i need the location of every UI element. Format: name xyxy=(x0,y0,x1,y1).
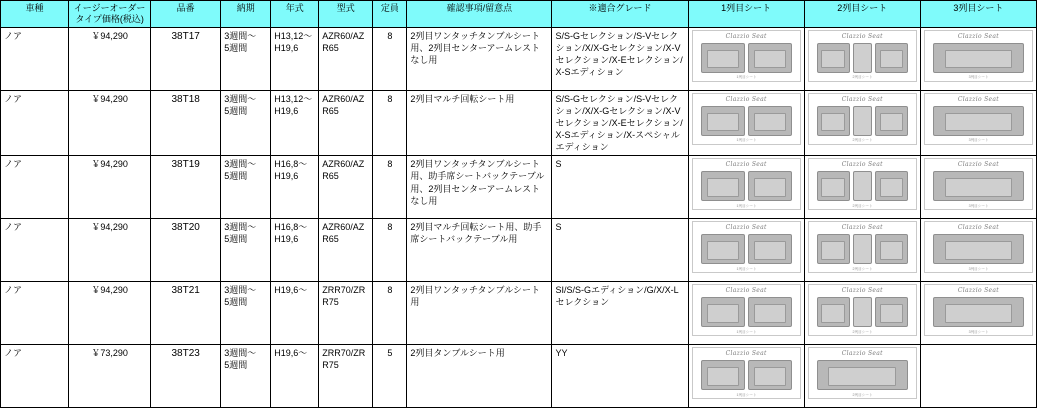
seat-pad xyxy=(875,297,908,327)
lead-time-line1: 3週間～ xyxy=(224,285,257,296)
seat-pads xyxy=(693,234,800,264)
cell-type: AZR60/AZR65 xyxy=(319,27,373,90)
cell-year xyxy=(271,345,319,408)
watermark-text: Clazzio Seat xyxy=(841,32,883,40)
cell-type: AZR60/AZR65 xyxy=(319,156,373,219)
seat-caption: 2列目シート xyxy=(852,137,873,142)
cell-notes: 2列目タンブルシート用 xyxy=(407,345,552,408)
seat-pads xyxy=(809,43,916,73)
lead-time-line1: 3週間～ xyxy=(224,159,257,170)
year-line1: H13,12～ xyxy=(274,30,313,41)
year-line1: H13,12～ xyxy=(274,93,313,104)
seat-pad xyxy=(748,106,792,136)
cell-year xyxy=(271,282,319,345)
cell-price: ￥94,290 xyxy=(69,90,151,156)
column-header-notes: 確認事項/留意点 xyxy=(407,1,552,28)
seat-pad xyxy=(875,106,908,136)
cell-grade: S/S-Gセレクション/S-Vセレクション/X/X-Gセレクション/X-Vセレクション/X-Eセレクション/X-Sエディション/X-スペシャルエディション xyxy=(552,90,688,156)
table-header-row xyxy=(1,1,1037,28)
cell-notes: 2列目ワンタッチタンブルシート用、2列目センターアームレストなし用 xyxy=(407,27,552,90)
seat-caption: 1列目シート xyxy=(736,266,757,271)
column-header-seat-row3: 3列目シート xyxy=(920,1,1036,28)
lead-time-line1: 3週間～ xyxy=(224,93,257,104)
seat-pads xyxy=(809,171,916,201)
year-line2: H19,6 xyxy=(274,234,299,245)
seat-diagram-row2 xyxy=(808,221,917,273)
watermark-text: Clazzio Seat xyxy=(957,95,999,103)
seat-pad xyxy=(748,171,792,201)
cell-seat-row2-image xyxy=(804,219,920,282)
lead-time-line2: 5週間 xyxy=(224,234,248,245)
seat-pads xyxy=(925,297,1032,327)
column-header-seat-row1: 1列目シート xyxy=(688,1,804,28)
cell-seat-row3-image xyxy=(920,156,1036,219)
cell-part-number: 38T17 xyxy=(151,27,221,90)
seat-caption: 2列目シート xyxy=(852,329,873,334)
cell-seat-row2-image xyxy=(804,90,920,156)
column-header-grade: ※適合グレード xyxy=(552,1,688,28)
table-row xyxy=(1,156,1037,219)
seat-pads xyxy=(693,106,800,136)
seat-pad xyxy=(748,360,792,390)
cell-model: ノア xyxy=(1,282,69,345)
seat-pad xyxy=(817,106,850,136)
cell-price: ￥94,290 xyxy=(69,27,151,90)
lead-time-line2: 5週間 xyxy=(224,297,248,308)
watermark-text: Clazzio Seat xyxy=(841,287,883,295)
seat-pads xyxy=(925,171,1032,201)
year-line1: H19,6～ xyxy=(274,285,308,296)
seat-pad xyxy=(853,43,872,73)
cell-type: ZRR70/ZRR75 xyxy=(319,345,373,408)
seat-caption: 2列目シート xyxy=(852,392,873,397)
cell-seat-row1-image xyxy=(688,345,804,408)
seat-pad xyxy=(933,171,1024,201)
column-header-seat-row2: 2列目シート xyxy=(804,1,920,28)
cell-capacity: 8 xyxy=(373,156,407,219)
year-line1: H16,8～ xyxy=(274,222,308,233)
cell-type: AZR60/AZR65 xyxy=(319,219,373,282)
cell-seat-row3-image xyxy=(920,219,1036,282)
lead-time-line2: 5週間 xyxy=(224,42,248,53)
seat-caption: 1列目シート xyxy=(736,329,757,334)
table-row xyxy=(1,345,1037,408)
cell-part-number: 38T23 xyxy=(151,345,221,408)
year-line1: H16,8～ xyxy=(274,159,308,170)
seat-pad xyxy=(701,360,745,390)
seat-pad xyxy=(817,171,850,201)
seat-pad xyxy=(701,297,745,327)
cell-seat-row1-image xyxy=(688,90,804,156)
seat-pad xyxy=(701,234,745,264)
seat-diagram-row2 xyxy=(808,284,917,336)
year-line2: H19,6 xyxy=(274,105,299,116)
seat-caption: 2列目シート xyxy=(852,266,873,271)
cell-seat-row2-image xyxy=(804,282,920,345)
cell-year xyxy=(271,156,319,219)
seat-diagram-row1 xyxy=(692,30,801,82)
year-line1: H19,6～ xyxy=(274,348,308,359)
seat-diagram-row3 xyxy=(924,30,1033,82)
seat-diagram-row2 xyxy=(808,93,917,145)
seat-pad xyxy=(701,171,745,201)
seat-pads xyxy=(693,297,800,327)
seat-pad xyxy=(817,234,850,264)
lead-time-line1: 3週間～ xyxy=(224,222,257,233)
cell-grade: YY xyxy=(552,345,688,408)
cell-seat-row3-image xyxy=(920,90,1036,156)
watermark-text: Clazzio Seat xyxy=(725,161,767,169)
table-row xyxy=(1,27,1037,90)
seat-diagram-row1 xyxy=(692,284,801,336)
cell-seat-row1-image xyxy=(688,156,804,219)
seat-pads xyxy=(693,171,800,201)
cell-type: ZRR70/ZRR75 xyxy=(319,282,373,345)
cell-grade: S xyxy=(552,219,688,282)
cell-model: ノア xyxy=(1,345,69,408)
seat-pad xyxy=(701,106,745,136)
cell-lead-time xyxy=(221,156,271,219)
cell-notes: 2列目ワンタッチタンブルシート用 xyxy=(407,282,552,345)
seat-pad xyxy=(748,43,792,73)
seat-pad xyxy=(748,297,792,327)
cell-price: ￥94,290 xyxy=(69,156,151,219)
seat-diagram-row2 xyxy=(808,347,917,399)
seat-diagram-row1 xyxy=(692,221,801,273)
watermark-text: Clazzio Seat xyxy=(957,161,999,169)
cell-year xyxy=(271,90,319,156)
seat-pads xyxy=(925,234,1032,264)
cell-seat-row1-image xyxy=(688,27,804,90)
seat-pad xyxy=(853,297,872,327)
cell-price: ￥94,290 xyxy=(69,282,151,345)
lead-time-line1: 3週間～ xyxy=(224,348,257,359)
seat-diagram-row3 xyxy=(924,284,1033,336)
column-header-model: 車種 xyxy=(1,1,69,28)
cell-year xyxy=(271,219,319,282)
seat-caption: 1列目シート xyxy=(736,203,757,208)
cell-model: ノア xyxy=(1,27,69,90)
table-row xyxy=(1,219,1037,282)
cell-seat-row3-image xyxy=(920,345,1036,408)
watermark-text: Clazzio Seat xyxy=(841,95,883,103)
seat-pad xyxy=(817,360,908,390)
cell-lead-time xyxy=(221,27,271,90)
cell-capacity: 8 xyxy=(373,90,407,156)
watermark-text: Clazzio Seat xyxy=(957,224,999,232)
seat-pad xyxy=(933,43,1024,73)
seat-caption: 2列目シート xyxy=(852,74,873,79)
cell-price: ￥73,290 xyxy=(69,345,151,408)
cell-notes: 2列目マルチ回転シート用、助手席シートバックテーブル用 xyxy=(407,219,552,282)
watermark-text: Clazzio Seat xyxy=(725,287,767,295)
seat-diagram-row3 xyxy=(924,93,1033,145)
cell-seat-row1-image xyxy=(688,219,804,282)
cell-model: ノア xyxy=(1,90,69,156)
column-header-type: 型式 xyxy=(319,1,373,28)
seat-diagram-row1 xyxy=(692,93,801,145)
cell-grade: S xyxy=(552,156,688,219)
lead-time-line2: 5週間 xyxy=(224,360,248,371)
seat-pads xyxy=(809,234,916,264)
seat-pad xyxy=(817,297,850,327)
seat-pads xyxy=(809,297,916,327)
seat-pad xyxy=(875,234,908,264)
watermark-text: Clazzio Seat xyxy=(725,32,767,40)
seat-caption: 3列目シート xyxy=(968,74,989,79)
seat-caption: 1列目シート xyxy=(736,74,757,79)
watermark-text: Clazzio Seat xyxy=(841,161,883,169)
seat-caption: 2列目シート xyxy=(852,203,873,208)
column-header-capacity: 定員 xyxy=(373,1,407,28)
seat-pad xyxy=(853,171,872,201)
column-header-part-number: 品番 xyxy=(151,1,221,28)
seat-pads xyxy=(809,106,916,136)
seat-caption: 3列目シート xyxy=(968,137,989,142)
seat-caption: 3列目シート xyxy=(968,203,989,208)
seat-diagram-row3 xyxy=(924,221,1033,273)
watermark-text: Clazzio Seat xyxy=(841,350,883,358)
seat-caption: 1列目シート xyxy=(736,137,757,142)
seat-caption: 3列目シート xyxy=(968,266,989,271)
seat-diagram-row3 xyxy=(924,158,1033,210)
seat-pad xyxy=(875,171,908,201)
cell-seat-row2-image xyxy=(804,27,920,90)
seat-pads xyxy=(925,106,1032,136)
seat-diagram-row1 xyxy=(692,347,801,399)
seat-pad xyxy=(817,43,850,73)
cell-seat-row2-image xyxy=(804,156,920,219)
watermark-text: Clazzio Seat xyxy=(725,350,767,358)
cell-notes: 2列目マルチ回転シート用 xyxy=(407,90,552,156)
seat-pad xyxy=(875,43,908,73)
cell-grade: S/S-Gセレクション/S-Vセレクション/X/X-Gセレクション/X-Vセレクション/X-Eセレクション/X-Sエディション xyxy=(552,27,688,90)
cell-seat-row1-image xyxy=(688,282,804,345)
watermark-text: Clazzio Seat xyxy=(725,95,767,103)
cell-part-number: 38T19 xyxy=(151,156,221,219)
watermark-text: Clazzio Seat xyxy=(841,224,883,232)
lead-time-line2: 5週間 xyxy=(224,105,248,116)
seat-pad xyxy=(853,106,872,136)
table-body xyxy=(1,27,1037,408)
seat-caption: 1列目シート xyxy=(736,392,757,397)
seat-diagram-row2 xyxy=(808,158,917,210)
cell-part-number: 38T20 xyxy=(151,219,221,282)
table-row xyxy=(1,90,1037,156)
cell-lead-time xyxy=(221,345,271,408)
cell-model: ノア xyxy=(1,156,69,219)
cell-model: ノア xyxy=(1,219,69,282)
cell-lead-time xyxy=(221,90,271,156)
cell-seat-row2-image xyxy=(804,345,920,408)
seat-pads xyxy=(925,43,1032,73)
seat-pads xyxy=(693,360,800,390)
column-header-price: イージーオーダータイプ価格(税込) xyxy=(69,1,151,28)
year-line2: H19,6 xyxy=(274,42,299,53)
year-line2: H19,6 xyxy=(274,171,299,182)
cell-type: AZR60/AZR65 xyxy=(319,90,373,156)
cell-seat-row3-image xyxy=(920,27,1036,90)
watermark-text: Clazzio Seat xyxy=(957,287,999,295)
seat-pad xyxy=(748,234,792,264)
seat-pads xyxy=(809,360,916,390)
cell-part-number: 38T18 xyxy=(151,90,221,156)
table-row xyxy=(1,282,1037,345)
cell-capacity: 8 xyxy=(373,282,407,345)
seat-pad xyxy=(701,43,745,73)
cell-capacity: 5 xyxy=(373,345,407,408)
cell-year xyxy=(271,27,319,90)
cell-notes: 2列目ワンタッチタンブルシート用、助手席シートバックテーブル用、2列目センターアームレストなし用 xyxy=(407,156,552,219)
seat-diagram-row3-empty xyxy=(924,347,1033,399)
watermark-text: Clazzio Seat xyxy=(725,224,767,232)
seat-diagram-row2 xyxy=(808,30,917,82)
cell-lead-time xyxy=(221,219,271,282)
cell-part-number: 38T21 xyxy=(151,282,221,345)
seat-pad xyxy=(853,234,872,264)
cell-lead-time xyxy=(221,282,271,345)
cell-capacity: 8 xyxy=(373,219,407,282)
column-header-year: 年式 xyxy=(271,1,319,28)
seat-pad xyxy=(933,297,1024,327)
cell-price: ￥94,290 xyxy=(69,219,151,282)
column-header-lead-time: 納期 xyxy=(221,1,271,28)
lead-time-line1: 3週間～ xyxy=(224,30,257,41)
lead-time-line2: 5週間 xyxy=(224,171,248,182)
cell-grade: SI/S/S-Gエディション/G/X/X-Lセレクション xyxy=(552,282,688,345)
seat-caption: 3列目シート xyxy=(968,329,989,334)
seat-pad xyxy=(933,106,1024,136)
seat-diagram-row1 xyxy=(692,158,801,210)
cell-seat-row3-image xyxy=(920,282,1036,345)
cell-capacity: 8 xyxy=(373,27,407,90)
seat-pads xyxy=(693,43,800,73)
seat-pad xyxy=(933,234,1024,264)
watermark-text: Clazzio Seat xyxy=(957,32,999,40)
